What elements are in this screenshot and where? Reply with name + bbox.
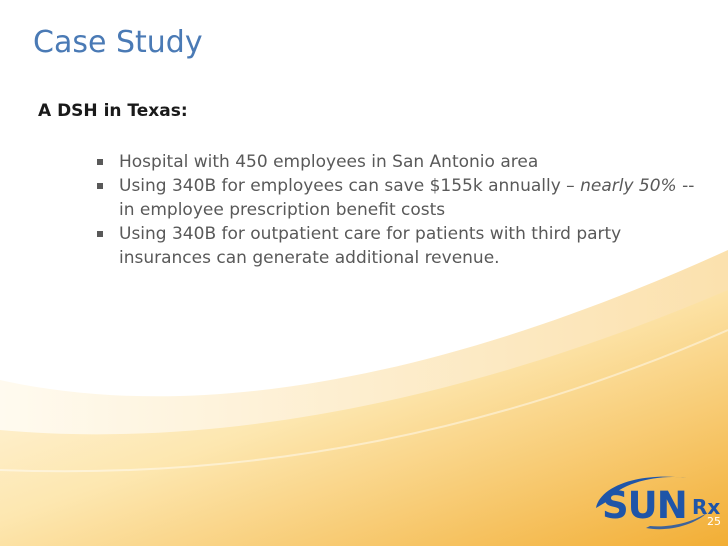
bullet-text: Using 340B for outpatient care for patients with third party insurances can generate additional revenue. <box>119 224 622 268</box>
bullet-item <box>95 222 705 270</box>
square-bullet-icon <box>97 159 103 165</box>
square-bullet-icon <box>97 183 103 189</box>
bullet-list <box>95 150 705 270</box>
logo-rx-mark: Rx <box>692 495 721 519</box>
square-bullet-icon <box>97 231 103 237</box>
logo-wordmark: SUN <box>602 484 687 527</box>
bullet-text: Hospital with 450 employees in San Antonio area <box>119 152 539 172</box>
slide-subtitle: A DSH in Texas: <box>38 101 188 121</box>
bullet-item <box>95 150 705 174</box>
bullet-item <box>95 174 705 222</box>
bullet-text-part: Using 340B for employees can save $155k annually – <box>119 176 581 196</box>
slide-title: Case Study <box>33 25 203 60</box>
sunrx-logo <box>590 468 720 532</box>
bullet-emphasis: nearly 50% <box>580 176 677 196</box>
page-number: 25 <box>707 515 721 528</box>
bullet-text-part: -- in employee prescription benefit costs <box>119 176 695 220</box>
